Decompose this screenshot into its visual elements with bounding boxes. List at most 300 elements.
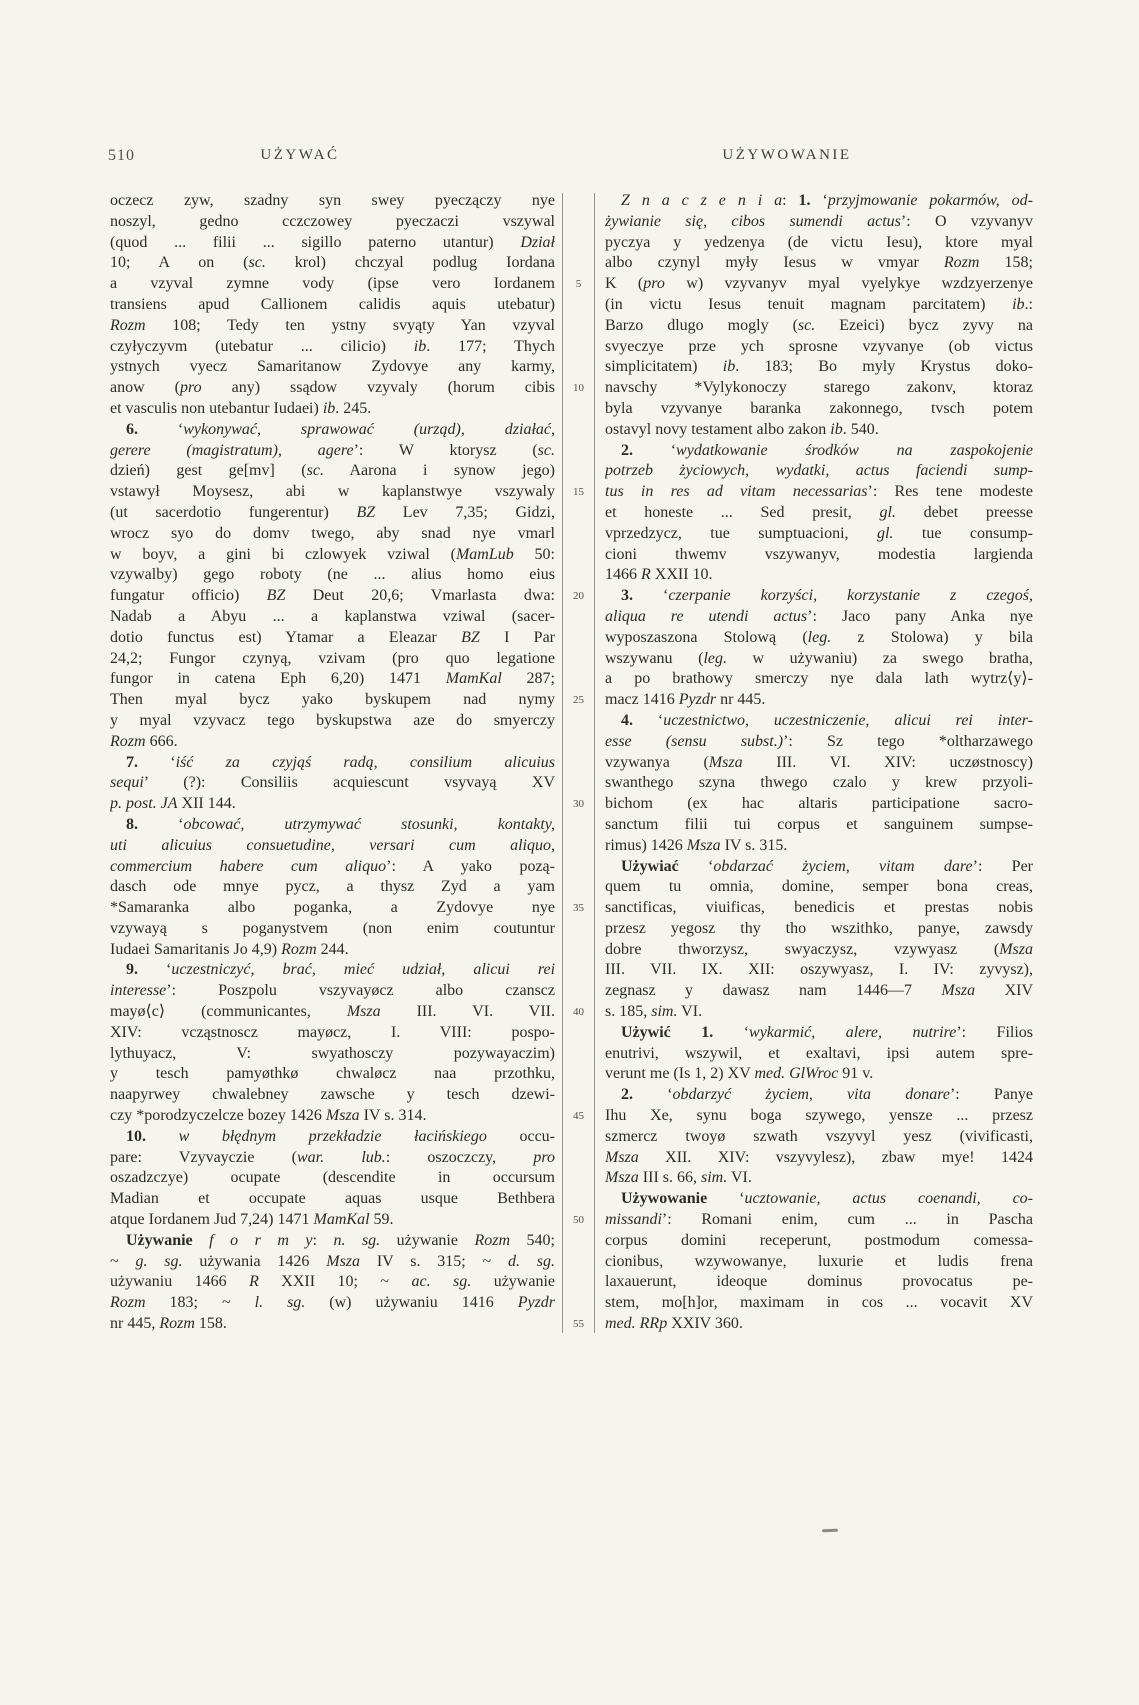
text-run xyxy=(146,1128,179,1145)
text-run: interesse xyxy=(110,982,167,1000)
text-run xyxy=(193,1232,210,1249)
text-line xyxy=(110,1314,555,1335)
text-run: vzywalby) gego roboty (ne ... alius homo eius xyxy=(110,566,555,584)
text-line xyxy=(605,545,1033,566)
text-run: 1. xyxy=(701,1023,714,1041)
text-run: Rozm xyxy=(110,1294,146,1312)
text-line xyxy=(110,981,555,1002)
text-run: any) ssądow vzyvaly (horum cibis xyxy=(201,379,555,397)
line-number-spacer xyxy=(563,253,594,274)
text-run: fungor in catena Eph 6,20) 1471 xyxy=(110,670,446,688)
text-run: XII. XIV: vszyvylesz), zbaw mye! 1424 xyxy=(638,1148,1033,1166)
text-run: VI. xyxy=(677,1003,703,1021)
text-run: gerere (magistratum), agere xyxy=(110,441,354,459)
text-run: gl. xyxy=(879,503,896,521)
text-line xyxy=(110,836,555,857)
text-run: . 183; Bo myly Krystus doko- xyxy=(735,358,1033,376)
text-line xyxy=(110,524,555,545)
text-line xyxy=(605,295,1033,316)
text-run: Pyzdr xyxy=(678,691,717,709)
text-line xyxy=(605,940,1033,961)
line-number-spacer xyxy=(563,212,594,233)
text-line xyxy=(605,212,1033,233)
text-line xyxy=(605,711,1033,732)
text-run: sc. xyxy=(797,316,816,334)
text-line xyxy=(605,274,1033,295)
text-run: uti alicuius consuetudine, versari cum aliquo, xyxy=(110,836,555,854)
text-run: corpus domini receperunt, postmodum comessa- xyxy=(605,1231,1033,1249)
text-run: IV s. 315. xyxy=(720,836,788,854)
text-line xyxy=(110,378,555,399)
text-run: Deut 20,6; Vmarlasta dwa: xyxy=(285,587,555,605)
text-run: wydatkowanie środków na zaspokojenie xyxy=(676,441,1033,459)
text-run: czerpanie korzyści, korzystanie z czegoś, xyxy=(668,587,1033,605)
text-run: 4. xyxy=(621,711,633,729)
text-run: III s. 66, xyxy=(638,1169,701,1187)
text-run xyxy=(671,1024,701,1041)
text-run: III. VI. XIV: uczøstnoscy) xyxy=(742,753,1033,771)
text-run: XXII 10. xyxy=(650,566,713,584)
text-line xyxy=(110,253,555,274)
text-run: war. lub. xyxy=(296,1148,386,1166)
text-run: gl. xyxy=(876,524,894,542)
text-line xyxy=(605,565,1033,586)
text-run: 91 v. xyxy=(838,1065,874,1083)
text-run: K ( xyxy=(605,275,644,293)
text-line xyxy=(110,960,555,981)
text-run: ‘ xyxy=(633,441,677,459)
text-run: 9. xyxy=(126,961,138,979)
text-run: swanthego szyna thwego czalo y krew przyoli- xyxy=(605,774,1033,792)
text-run: commercium habere cum aliquo xyxy=(110,857,387,875)
text-run: ~ xyxy=(110,1252,136,1270)
text-run: szmercz twoyø szwath vszyvyl yesz (vivificasti, xyxy=(605,1127,1033,1145)
text-line xyxy=(605,773,1033,794)
text-run: albo czynyl myły Iesus w vmyar xyxy=(605,254,944,272)
text-run: a vzyval zymne vody (ipse vero Iordanem xyxy=(110,275,555,293)
line-number-spacer xyxy=(563,960,594,981)
text-run: ‘ xyxy=(713,1023,750,1041)
text-line xyxy=(110,399,555,420)
text-line xyxy=(110,1064,555,1085)
text-run: Barzo dlugo mogly ( xyxy=(605,316,798,334)
text-run: pyczya y yedzenya (de victu Iesu), ktore myal xyxy=(605,233,1033,251)
running-head-left: UŻYWAĆ xyxy=(260,147,340,163)
line-number-spacer xyxy=(563,316,594,337)
text-run: 540; xyxy=(510,1231,555,1249)
line-number: 15 xyxy=(573,486,584,499)
text-run: Msza xyxy=(326,1252,361,1270)
text-run: ‘ xyxy=(810,192,828,209)
text-line xyxy=(110,794,555,815)
text-run: Używowanie xyxy=(621,1190,708,1208)
line-number-spacer xyxy=(563,1189,594,1210)
text-line xyxy=(110,1189,555,1210)
text-run: noszyl, gedno cczczowey pyeczaczi vszywal xyxy=(110,212,555,230)
line-number-gutter xyxy=(555,191,605,1335)
text-run: ‘ xyxy=(633,1086,673,1104)
text-run: Rozm xyxy=(110,732,146,750)
text-run: Msza xyxy=(941,982,976,1000)
text-line xyxy=(605,337,1033,358)
line-number-spacer xyxy=(563,1044,594,1065)
text-run: ib xyxy=(1012,295,1025,313)
text-run: Msza xyxy=(605,1169,639,1187)
text-line xyxy=(110,732,555,753)
text-run: ‘ xyxy=(138,420,184,438)
text-run: ib xyxy=(830,420,843,438)
text-line xyxy=(605,919,1033,940)
text-run: używania 1426 xyxy=(182,1252,327,1270)
text-run: pro xyxy=(533,1148,555,1166)
text-run: leg. xyxy=(703,649,727,667)
text-run: esse (sensu subst.) xyxy=(605,732,784,750)
text-run: (in victu Iesus tenuit magnam parcitatem) xyxy=(605,295,1013,313)
text-run: transiens apud Callionem calidis aquis utebatur) xyxy=(110,295,555,313)
text-line xyxy=(605,420,1033,441)
line-number: 5 xyxy=(575,278,582,291)
text-line xyxy=(110,773,555,794)
text-line xyxy=(605,1064,1033,1085)
text-run: . 245. xyxy=(335,399,372,417)
text-line xyxy=(605,732,1033,753)
text-run: nr 445. xyxy=(716,691,766,709)
text-line xyxy=(605,857,1033,878)
text-run: wykarmić, alere, nutrire xyxy=(749,1023,957,1041)
text-run: (w) używaniu 1416 xyxy=(305,1294,518,1312)
text-line xyxy=(110,1168,555,1189)
running-head-right: UŻYWOWANIE xyxy=(722,147,852,163)
text-run: w boyv, a gini bi czlowyek vziwal ( xyxy=(110,545,456,563)
text-run: ac. sg. xyxy=(411,1273,472,1291)
text-run: quem tu omnia, domine, semper bona creas, xyxy=(605,878,1033,896)
line-number-spacer xyxy=(563,836,594,857)
text-run: Z n a c z e n i a xyxy=(621,192,783,209)
text-run: sc. xyxy=(537,441,555,459)
line-number-spacer xyxy=(563,1272,594,1293)
text-run: XXIV 360. xyxy=(667,1315,743,1333)
text-run: uczestniczyć, brać, mieć udział, alicui rei xyxy=(171,961,555,979)
text-line xyxy=(110,337,555,358)
text-line xyxy=(605,191,1033,212)
text-line xyxy=(605,1023,1033,1044)
text-run: Iudaei Samaritanis Jo 4,9) xyxy=(110,940,282,958)
line-number-spacer xyxy=(563,441,594,462)
text-run: ’: Romani enim, cum ... in Pascha xyxy=(661,1211,1033,1229)
text-run: aliqua re utendi actus xyxy=(605,607,808,625)
line-number-spacer xyxy=(563,357,594,378)
text-line xyxy=(110,1044,555,1065)
text-run: vstawył Moysesz, abi w kaplanstwye vszywaly xyxy=(110,483,555,501)
text-run: BZ xyxy=(266,587,286,605)
text-run: 6. xyxy=(126,420,138,438)
text-run: ’: Filios xyxy=(956,1023,1033,1041)
text-run: Ezeici) bycz zyvy na xyxy=(815,316,1033,334)
text-line xyxy=(605,690,1033,711)
text-run: z Stolowa) y bila xyxy=(831,628,1033,646)
text-line xyxy=(110,1127,555,1148)
text-line xyxy=(605,1106,1033,1127)
text-run: debet preesse xyxy=(895,503,1033,521)
text-line xyxy=(110,815,555,836)
text-line xyxy=(605,1148,1033,1169)
text-run: sequi xyxy=(110,774,144,792)
text-line xyxy=(110,1272,555,1293)
text-run: 666. xyxy=(145,732,178,750)
text-run: sc. xyxy=(248,254,266,272)
text-run: laxauerunt, ideoque dominus provocatus pe- xyxy=(605,1273,1033,1291)
text-run: pro xyxy=(643,275,665,293)
text-run: Lev 7,35; Gidzi, xyxy=(375,503,555,521)
text-run: IV s. 314. xyxy=(359,1107,427,1125)
text-run: 50: xyxy=(513,545,555,563)
text-line xyxy=(605,357,1033,378)
text-run: dotio functus est) Ytamar a Eleazar xyxy=(110,628,462,646)
text-run: f o r m y xyxy=(209,1231,313,1249)
text-run: vzywanya ( xyxy=(605,753,709,771)
text-run: R xyxy=(641,566,651,584)
text-line xyxy=(605,794,1033,815)
text-run: potrzeb życiowych, wydatki, actus faciendi sump- xyxy=(605,462,1033,480)
line-number-spacer xyxy=(563,1293,594,1314)
text-run: n. sg. xyxy=(333,1231,381,1249)
text-run: Używić xyxy=(621,1023,671,1041)
text-run: czyłyczyvm (utebatur ... cilicio) xyxy=(110,337,414,355)
text-line xyxy=(605,753,1033,774)
text-run: Then myal bycz yako byskupem nad nymy xyxy=(110,691,555,709)
text-run: 244. xyxy=(316,940,349,958)
text-run: obdarzać życiem, vitam dare xyxy=(713,857,973,875)
line-number-spacer xyxy=(563,649,594,670)
text-run: w używaniu) za swego bratha, xyxy=(726,649,1033,667)
text-run: . 540. xyxy=(842,420,879,438)
text-line xyxy=(605,524,1033,545)
text-run: bichom (ex hac altaris participatione sacro- xyxy=(605,795,1033,813)
text-run: XII 144. xyxy=(177,795,236,813)
text-run: pare: Vzyvayczie ( xyxy=(110,1148,297,1166)
text-run: macz 1416 xyxy=(605,691,679,709)
text-run: ’: W ktorysz ( xyxy=(353,441,538,459)
text-run: XXII 10; ~ xyxy=(258,1273,412,1291)
text-run: anow ( xyxy=(110,379,180,397)
text-line xyxy=(605,1252,1033,1273)
text-run: MamKal xyxy=(445,670,502,688)
text-run: zegnasz y dawasz nam 1446—7 xyxy=(605,982,942,1000)
line-number-spacer xyxy=(563,295,594,316)
text-run: 3. xyxy=(621,587,633,605)
text-run: ’: O vzyvanyv xyxy=(900,212,1033,230)
text-line xyxy=(110,274,555,295)
text-run: ’: Per xyxy=(972,857,1033,875)
text-run: ‘ xyxy=(633,587,669,605)
text-line xyxy=(110,711,555,732)
text-line xyxy=(605,1314,1033,1335)
text-run: s. 185, xyxy=(605,1003,652,1021)
text-run: BZ xyxy=(356,503,376,521)
text-run: g. sg. xyxy=(135,1252,183,1270)
text-run: dobre thworzysz, swyaczysz, vzywyasz ( xyxy=(605,940,1000,958)
text-run: wszywanu ( xyxy=(605,649,704,667)
text-line xyxy=(605,1002,1033,1023)
text-line xyxy=(605,649,1033,670)
text-run: 8. xyxy=(126,815,138,833)
page-body xyxy=(110,191,1033,1335)
text-line xyxy=(110,441,555,462)
text-run: : xyxy=(782,192,799,209)
line-number-spacer xyxy=(563,565,594,586)
text-run: ’ (?): Consiliis acquiescunt vsyvayą XV xyxy=(143,774,555,792)
text-line xyxy=(110,586,555,607)
text-run: Msza xyxy=(686,836,721,854)
text-run: Rozm xyxy=(110,316,146,334)
text-run: MamLub xyxy=(455,545,514,563)
text-run: : oszoczczy, xyxy=(385,1148,534,1166)
text-run: ’: Poszpolu vszyvayøcz albo czanscz xyxy=(166,982,555,1000)
text-line xyxy=(110,420,555,441)
text-run: sim. xyxy=(701,1169,728,1187)
text-run: lythuyacz, V: swyathosczy pozywayaczim) xyxy=(110,1044,555,1062)
text-run: byla vzyvanye baranka zakonnego, tvsch potem xyxy=(605,399,1033,417)
text-line xyxy=(605,960,1033,981)
text-run: używanie xyxy=(471,1273,555,1291)
text-run: Używiać xyxy=(621,857,679,875)
line-number-spacer xyxy=(563,1148,594,1169)
text-run: sc. xyxy=(306,462,324,480)
text-line xyxy=(110,628,555,649)
text-run: żywianie się, cibos sumendi actus xyxy=(605,212,901,230)
text-line xyxy=(605,461,1033,482)
text-run: Ihu Xe, synu boga szywego, yensze ... przesz xyxy=(605,1107,1033,1125)
text-run: ’: Res tene modeste xyxy=(867,483,1033,501)
text-run: svyeczye prze ych sprosne vzyvanye (ob victus xyxy=(605,337,1033,355)
text-line xyxy=(110,857,555,878)
text-run: rimus) 1426 xyxy=(605,836,687,854)
text-run: fungatur officio) xyxy=(110,587,267,605)
text-line xyxy=(110,690,555,711)
text-line xyxy=(110,295,555,316)
line-number: 35 xyxy=(573,902,584,915)
text-run: cioni thwemv vszywanyv, modestia largienda xyxy=(605,545,1033,563)
text-run: 2. xyxy=(621,441,633,459)
text-run: navschy *Vylykonoczy starego zakonv, ktoraz xyxy=(605,379,1033,397)
text-run: oczecz zyw, szadny syn swey pyeczączy nye xyxy=(110,192,555,209)
text-line xyxy=(605,253,1033,274)
line-number: 30 xyxy=(573,798,584,811)
text-line xyxy=(605,1210,1033,1231)
line-number-spacer xyxy=(563,1252,594,1273)
text-run: ib xyxy=(722,358,736,376)
line-numbers xyxy=(563,191,594,1335)
text-run: Msza xyxy=(325,1107,360,1125)
text-run: wyposzaszona Stolową ( xyxy=(605,628,808,646)
text-run: tue consump- xyxy=(893,524,1033,542)
line-number-spacer xyxy=(563,461,594,482)
line-number-spacer xyxy=(563,1064,594,1085)
text-line xyxy=(605,1044,1033,1065)
text-run: ystnych vyecz Samaritanow Zydovye any karmy, xyxy=(110,358,555,376)
line-number-spacer xyxy=(563,503,594,524)
text-run: Rozm xyxy=(943,254,980,272)
text-run: 287; xyxy=(501,670,555,688)
text-run: simplicitatem) xyxy=(605,358,723,376)
text-run: dzień) gest ge[mv] ( xyxy=(110,462,307,480)
text-line xyxy=(110,503,555,524)
text-run: ‘ xyxy=(138,815,184,833)
text-line xyxy=(605,316,1033,337)
text-run: nr 445, xyxy=(110,1315,160,1333)
line-number-spacer xyxy=(563,1231,594,1252)
text-line xyxy=(110,1252,555,1273)
line-number: 45 xyxy=(573,1110,584,1123)
text-run: Madian et occupate aquas usque Bethbera xyxy=(110,1190,555,1208)
text-run: 1. xyxy=(798,192,811,209)
line-number-spacer xyxy=(563,773,594,794)
text-run: leg. xyxy=(807,628,832,646)
text-run: stem, mo[h]or, maximam in cos ... vocavit XV xyxy=(605,1294,1033,1312)
line-number-spacer xyxy=(563,607,594,628)
text-run: w błędnym przekładzie łacińskiego xyxy=(178,1127,487,1145)
text-line xyxy=(605,836,1033,857)
text-line xyxy=(110,1023,555,1044)
scan-speck xyxy=(822,1529,838,1533)
left-column xyxy=(110,191,555,1335)
text-line xyxy=(110,212,555,233)
text-run: XIV: vcząstnoscz mayøcz, I. VIII: pospo- xyxy=(110,1023,555,1041)
text-run: w) vzyvanyv myal vyelykye wzdzyerzenye xyxy=(664,275,1033,293)
text-line xyxy=(110,877,555,898)
text-run: III. VI. VII. xyxy=(380,1003,555,1021)
text-run: .: xyxy=(1024,295,1033,313)
text-run: obdarzyć życiem, vita donare xyxy=(672,1086,950,1104)
line-number-spacer xyxy=(563,857,594,878)
text-run: 158. xyxy=(194,1315,227,1333)
line-number-spacer xyxy=(563,919,594,940)
text-line xyxy=(605,1293,1033,1314)
text-line xyxy=(110,1148,555,1169)
text-run: ’: Sz tego *oltharzawego xyxy=(783,732,1033,750)
text-line xyxy=(110,482,555,503)
text-run: y tesch pamyøthkø chwaløcz naa przothku, xyxy=(110,1065,555,1083)
text-run: Aarona i synow jego) xyxy=(323,462,555,480)
text-run: mayø⟨c⟩ (communicantes, xyxy=(110,1003,347,1021)
text-line xyxy=(110,316,555,337)
text-run: przesz yegosz thy tho wszithko, panye, zawsdy xyxy=(605,919,1033,937)
text-line xyxy=(605,1085,1033,1106)
text-run: : xyxy=(312,1231,334,1249)
text-run: sanctum filii tui corpus et sanguinem sumpse- xyxy=(605,815,1033,833)
text-line xyxy=(605,1231,1033,1252)
text-line xyxy=(605,482,1033,503)
text-line xyxy=(110,545,555,566)
text-run: sanctificas, viuificas, benedicis et prestas nobis xyxy=(605,899,1033,917)
text-line xyxy=(110,191,555,212)
text-run: 108; Tedy ten ystny svyąty Yan vzyval xyxy=(145,316,555,334)
line-number-spacer xyxy=(563,1168,594,1189)
column-divider-right-rule xyxy=(594,193,595,1333)
text-run: dasch ode mnye pycz, a thysz Zyd a yam xyxy=(110,878,555,896)
text-line xyxy=(605,1189,1033,1210)
text-run: (ut sacerdotio fungerentur) xyxy=(110,503,357,521)
text-run: 7. xyxy=(126,753,138,771)
text-run: pro xyxy=(179,379,202,397)
text-run: ‘ xyxy=(633,711,664,729)
text-line xyxy=(605,669,1033,690)
text-run: obcować, utrzymywać stosunki, kontakty, xyxy=(183,815,555,833)
text-run: sim. xyxy=(651,1003,678,1021)
text-line xyxy=(110,898,555,919)
text-run: ‘ xyxy=(707,1190,745,1208)
text-run: 183; ~ xyxy=(145,1294,255,1312)
